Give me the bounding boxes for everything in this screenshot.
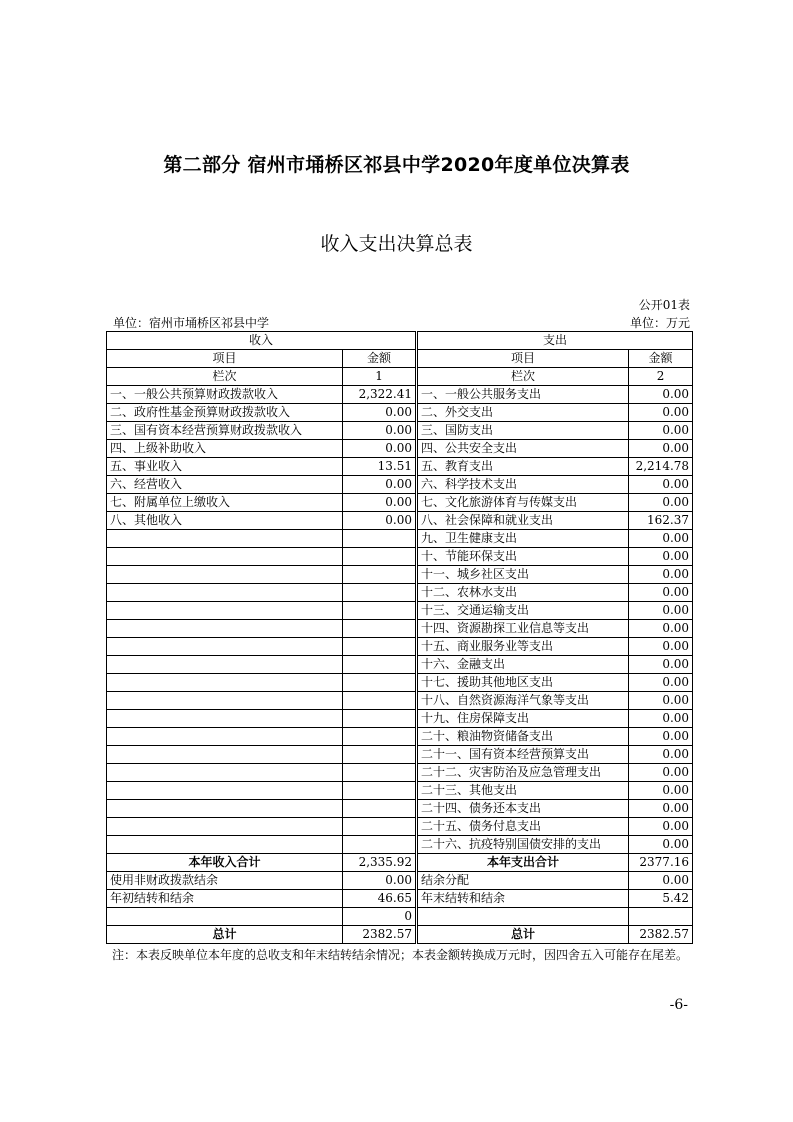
expense-item-amount: 0.00 xyxy=(629,836,693,854)
expense-item-name: 二十一、国有资本经营预算支出 xyxy=(417,746,629,764)
expense-item-amount: 0.00 xyxy=(629,638,693,656)
expense-item-amount: 0.00 xyxy=(629,746,693,764)
form-number: 公开01表 xyxy=(638,298,690,312)
income-item-amount xyxy=(343,728,417,746)
expense-item-name: 十二、农林水支出 xyxy=(417,584,629,602)
table-row xyxy=(107,638,693,656)
expense-item-amount: 5.42 xyxy=(629,890,693,908)
income-total-amount: 2382.57 xyxy=(343,926,417,944)
expense-item-amount: 0.00 xyxy=(629,584,693,602)
income-item-amount: 0.00 xyxy=(343,494,417,512)
expense-item-name: 七、文化旅游体育与传媒支出 xyxy=(417,494,629,512)
subtotal-row xyxy=(107,854,693,872)
reporting-unit: 单位：宿州市埇桥区祁县中学 xyxy=(113,316,270,330)
expense-item-name: 三、国防支出 xyxy=(417,422,629,440)
table-row xyxy=(107,746,693,764)
income-item-name xyxy=(107,656,343,674)
expense-item-name: 二十五、债务付息支出 xyxy=(417,818,629,836)
balance-row xyxy=(107,890,693,908)
income-item-name: 二、政府性基金预算财政拨款收入 xyxy=(107,404,343,422)
income-header: 收入 xyxy=(107,332,417,350)
income-item-name xyxy=(107,728,343,746)
expense-item-amount: 0.00 xyxy=(629,440,693,458)
expense-total-label: 总计 xyxy=(417,926,629,944)
income-item-name xyxy=(107,620,343,638)
income-item-name xyxy=(107,584,343,602)
table-row xyxy=(107,440,693,458)
income-item-amount xyxy=(343,548,417,566)
income-item-amount xyxy=(343,836,417,854)
table-row xyxy=(107,728,693,746)
income-item-amount xyxy=(343,692,417,710)
expense-item-name: 六、科学技术支出 xyxy=(417,476,629,494)
expense-item-name: 十九、住房保障支出 xyxy=(417,710,629,728)
income-item-name: 五、事业收入 xyxy=(107,458,343,476)
income-item-name xyxy=(107,800,343,818)
income-item-name: 一、一般公共预算财政拨款收入 xyxy=(107,386,343,404)
income-amount-header: 金额 xyxy=(343,350,417,368)
table-row xyxy=(107,530,693,548)
expense-item-header: 项目 xyxy=(417,350,629,368)
expense-subtotal-amount: 2377.16 xyxy=(629,854,693,872)
expense-item-amount: 0.00 xyxy=(629,476,693,494)
expense-item-name: 一、一般公共服务支出 xyxy=(417,386,629,404)
income-item-amount xyxy=(343,800,417,818)
table-row xyxy=(107,656,693,674)
expense-item-amount: 0.00 xyxy=(629,404,693,422)
income-item-name xyxy=(107,566,343,584)
income-item-amount xyxy=(343,764,417,782)
income-item-amount: 0.00 xyxy=(343,404,417,422)
expense-amount-header: 金额 xyxy=(629,350,693,368)
expense-item-amount: 0.00 xyxy=(629,530,693,548)
expense-item-amount xyxy=(629,908,693,926)
expense-col-index: 2 xyxy=(629,368,693,386)
income-item-name: 八、其他收入 xyxy=(107,512,343,530)
income-item-name xyxy=(107,818,343,836)
income-item-name: 年初结转和结余 xyxy=(107,890,343,908)
expense-item-amount: 0.00 xyxy=(629,674,693,692)
expense-item-amount: 0.00 xyxy=(629,818,693,836)
table-row xyxy=(107,836,693,854)
income-col-index: 1 xyxy=(343,368,417,386)
page-number: -6- xyxy=(669,997,688,1013)
expense-item-amount: 0.00 xyxy=(629,692,693,710)
expense-item-name: 十五、商业服务业等支出 xyxy=(417,638,629,656)
income-item-name xyxy=(107,836,343,854)
income-item-amount xyxy=(343,602,417,620)
income-item-name: 六、经营收入 xyxy=(107,476,343,494)
currency-unit: 单位：万元 xyxy=(629,316,690,330)
income-item-amount: 13.51 xyxy=(343,458,417,476)
income-item-header: 项目 xyxy=(107,350,343,368)
table-row xyxy=(107,566,693,584)
expense-item-amount: 0.00 xyxy=(629,422,693,440)
income-item-name xyxy=(107,908,343,926)
column-index-row xyxy=(107,368,693,386)
expense-item-name: 二十四、债务还本支出 xyxy=(417,800,629,818)
expense-header: 支出 xyxy=(417,332,693,350)
income-item-amount xyxy=(343,638,417,656)
expense-total-amount: 2382.57 xyxy=(629,926,693,944)
expense-item-name: 十一、城乡社区支出 xyxy=(417,566,629,584)
page-title: 第二部分 宿州市埇桥区祁县中学2020年度单位决算表 xyxy=(163,154,630,176)
table-row xyxy=(107,512,693,530)
expense-item-name: 十七、援助其他地区支出 xyxy=(417,674,629,692)
expense-item-amount: 0.00 xyxy=(629,620,693,638)
income-item-amount xyxy=(343,782,417,800)
expense-row-label: 栏次 xyxy=(417,368,629,386)
expense-item-name: 二十、粮油物资储备支出 xyxy=(417,728,629,746)
income-item-amount: 0.00 xyxy=(343,440,417,458)
expense-item-name: 二、外交支出 xyxy=(417,404,629,422)
income-subtotal-amount: 2,335.92 xyxy=(343,854,417,872)
expense-item-amount: 0.00 xyxy=(629,872,693,890)
income-item-amount xyxy=(343,620,417,638)
expense-item-name: 五、教育支出 xyxy=(417,458,629,476)
income-item-name xyxy=(107,602,343,620)
income-item-amount xyxy=(343,584,417,602)
table-row xyxy=(107,386,693,404)
expense-item-amount: 0.00 xyxy=(629,728,693,746)
expense-item-name: 二十三、其他支出 xyxy=(417,782,629,800)
expense-item-name: 十四、资源勘探工业信息等支出 xyxy=(417,620,629,638)
expense-item-amount: 0.00 xyxy=(629,494,693,512)
income-item-name xyxy=(107,710,343,728)
table-row xyxy=(107,782,693,800)
income-item-amount: 0.00 xyxy=(343,872,417,890)
expense-item-amount: 0.00 xyxy=(629,764,693,782)
income-item-name xyxy=(107,674,343,692)
table-row xyxy=(107,692,693,710)
income-item-name: 三、国有资本经营预算财政拨款收入 xyxy=(107,422,343,440)
income-total-label: 总计 xyxy=(107,926,343,944)
income-expense-table xyxy=(106,331,693,944)
income-item-name: 四、上级补助收入 xyxy=(107,440,343,458)
income-item-name xyxy=(107,638,343,656)
table-row xyxy=(107,404,693,422)
table-row xyxy=(107,818,693,836)
income-item-name xyxy=(107,764,343,782)
table-header-row xyxy=(107,332,693,350)
table-row xyxy=(107,584,693,602)
income-item-amount xyxy=(343,656,417,674)
income-item-amount: 0.00 xyxy=(343,422,417,440)
expense-item-amount: 0.00 xyxy=(629,656,693,674)
expense-item-amount: 2,214.78 xyxy=(629,458,693,476)
expense-item-name: 四、公共安全支出 xyxy=(417,440,629,458)
income-row-label: 栏次 xyxy=(107,368,343,386)
table-row xyxy=(107,548,693,566)
expense-item-name: 二十二、灾害防治及应急管理支出 xyxy=(417,764,629,782)
expense-item-name: 九、卫生健康支出 xyxy=(417,530,629,548)
income-item-amount: 0 xyxy=(343,908,417,926)
expense-item-name: 十六、金融支出 xyxy=(417,656,629,674)
table-subheader-row xyxy=(107,350,693,368)
balance-row xyxy=(107,908,693,926)
expense-item-amount: 0.00 xyxy=(629,386,693,404)
expense-item-name xyxy=(417,908,629,926)
expense-item-amount: 0.00 xyxy=(629,800,693,818)
income-item-amount xyxy=(343,566,417,584)
table-row xyxy=(107,602,693,620)
table-row xyxy=(107,764,693,782)
income-item-name xyxy=(107,530,343,548)
expense-item-name: 十三、交通运输支出 xyxy=(417,602,629,620)
income-item-amount: 46.65 xyxy=(343,890,417,908)
income-item-amount xyxy=(343,818,417,836)
grand-total-row xyxy=(107,926,693,944)
income-item-name xyxy=(107,692,343,710)
income-item-amount xyxy=(343,530,417,548)
income-item-name: 七、附属单位上缴收入 xyxy=(107,494,343,512)
expense-item-name: 十八、自然资源海洋气象等支出 xyxy=(417,692,629,710)
table-subtitle: 收入支出决算总表 xyxy=(320,233,473,255)
expense-item-name: 八、社会保障和就业支出 xyxy=(417,512,629,530)
table-row xyxy=(107,620,693,638)
table-row xyxy=(107,422,693,440)
footnote: 注：本表反映单位本年度的总收支和年末结转结余情况；本表金额转换成万元时，因四舍五入可能存在尾差。 xyxy=(112,948,689,962)
income-item-amount: 0.00 xyxy=(343,476,417,494)
income-item-name: 使用非财政拨款结余 xyxy=(107,872,343,890)
table-row xyxy=(107,458,693,476)
income-subtotal-label: 本年收入合计 xyxy=(107,854,343,872)
expense-item-name: 年末结转和结余 xyxy=(417,890,629,908)
income-item-amount xyxy=(343,746,417,764)
expense-item-name: 十、节能环保支出 xyxy=(417,548,629,566)
expense-item-amount: 162.37 xyxy=(629,512,693,530)
table-row xyxy=(107,710,693,728)
expense-item-amount: 0.00 xyxy=(629,548,693,566)
income-item-name xyxy=(107,782,343,800)
income-item-amount: 0.00 xyxy=(343,512,417,530)
expense-item-name: 二十六、抗疫特别国债安排的支出 xyxy=(417,836,629,854)
income-item-amount xyxy=(343,710,417,728)
expense-subtotal-label: 本年支出合计 xyxy=(417,854,629,872)
expense-item-amount: 0.00 xyxy=(629,710,693,728)
table-row xyxy=(107,674,693,692)
income-item-name xyxy=(107,548,343,566)
income-item-amount: 2,322.41 xyxy=(343,386,417,404)
balance-row xyxy=(107,872,693,890)
table-row xyxy=(107,800,693,818)
table-row xyxy=(107,476,693,494)
income-item-name xyxy=(107,746,343,764)
expense-item-amount: 0.00 xyxy=(629,566,693,584)
income-item-amount xyxy=(343,674,417,692)
table-row xyxy=(107,494,693,512)
expense-item-name: 结余分配 xyxy=(417,872,629,890)
expense-item-amount: 0.00 xyxy=(629,602,693,620)
expense-item-amount: 0.00 xyxy=(629,782,693,800)
